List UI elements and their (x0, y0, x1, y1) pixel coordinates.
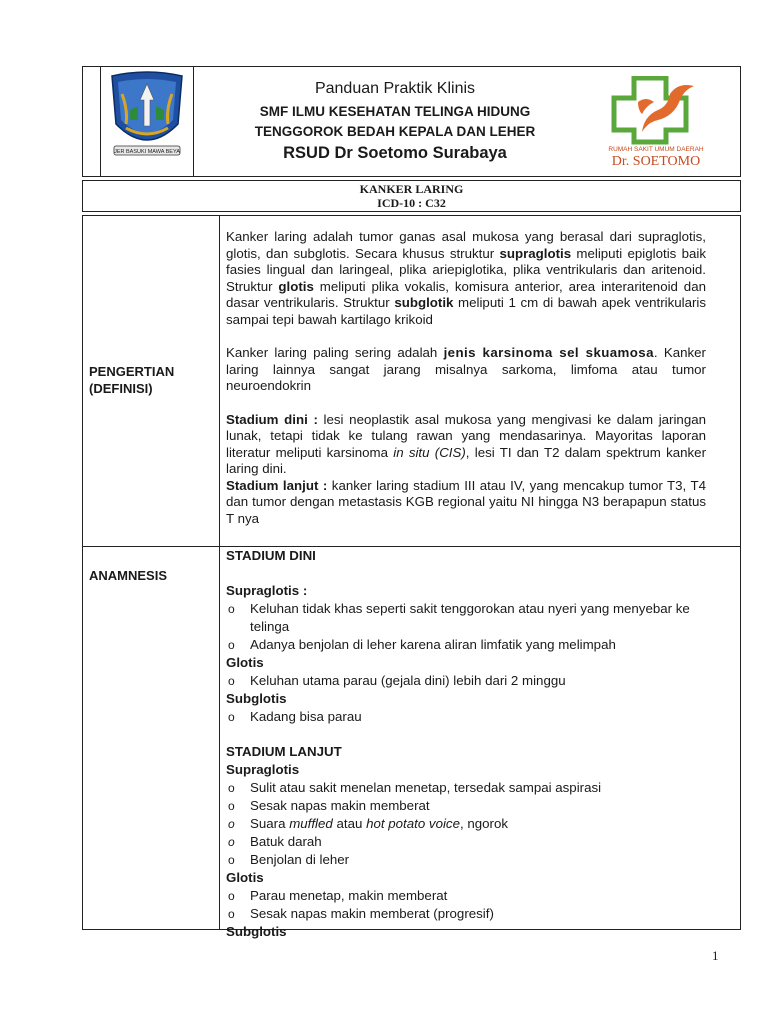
department-line-2: TENGGOROK BEDAH KEPALA DAN LEHER (254, 124, 536, 139)
stadium-lanjut-heading: STADIUM LANJUT (226, 744, 342, 759)
logo-name: Dr. SOETOMO (611, 154, 701, 168)
pengertian-label (89, 363, 174, 397)
pengertian-label-line-2: (DEFINISI) (89, 381, 153, 396)
list-item: o Batuk darah (228, 834, 322, 849)
hospital-name: RSUD Dr Soetomo Surabaya (283, 144, 507, 162)
dini-glotis-list (226, 672, 726, 690)
rsud-dr-soetomo-logo (608, 76, 704, 168)
pengertian-label-line-1: PENGERTIAN (89, 364, 175, 379)
list-item: o Suara muffled atau hot potato voice, ngorok (228, 816, 509, 831)
lanjut-glotis-heading: Glotis (226, 870, 264, 885)
stadium-dini-heading: STADIUM DINI (226, 548, 316, 563)
document-series-title: Panduan Praktik Klinis (314, 80, 476, 97)
emblem-motto: JER BASUKI MAWA BEYA (114, 149, 180, 155)
list-item: o Keluhan utama parau (gejala dini) lebih dari 2 minggu (228, 673, 566, 688)
anamnesis-content (226, 547, 726, 941)
disease-title: KANKER LARING (359, 182, 464, 196)
dini-supraglotis-list (226, 600, 726, 654)
anamnesis-label: ANAMNESIS (89, 568, 168, 583)
dini-supraglotis-heading: Supraglotis : (226, 583, 308, 598)
dini-subglotis-list (226, 708, 726, 726)
definition-paragraph-1: Kanker laring adalah tumor ganas asal mukosa yang berasal dari supraglotis, glotis, dan subglotis. Secara khusus struktur supraglotis meliputi epiglotis baik fasies lingual dan laringeal, plika ariepiglotika, plika ventrikularis dan aritenoid. Struktur glotis meliputi plika vokalis, komisura anterior, area interaritenoid dan dasar ventrikularis. Struktur subglotik meliputi 1 cm di bawah apek ventrikularis sampai tepi bawah kartilago krikoid (226, 229, 706, 327)
header-text (200, 80, 590, 163)
lanjut-supraglotis-heading: Supraglotis (226, 762, 300, 777)
east-java-emblem-logo (104, 70, 190, 160)
dini-glotis-heading: Glotis (226, 655, 264, 670)
department-line-1: SMF ILMU KESEHATAN TELINGA HIDUNG (259, 104, 531, 119)
list-item: o Kadang bisa parau (228, 709, 362, 724)
list-item: o Adanya benjolan di leher karena aliran limfatik yang melimpah (228, 637, 616, 652)
pengertian-content (226, 229, 706, 527)
lanjut-supraglotis-list (226, 779, 726, 869)
list-item: o Sesak napas makin memberat (progresif) (228, 906, 494, 921)
page-number: 1 (712, 948, 719, 963)
dini-subglotis-heading: Subglotis (226, 691, 287, 706)
list-item: o Keluhan tidak khas seperti sakit tenggorokan atau nyeri yang menyebar ke telinga (228, 601, 690, 634)
definition-paragraph-2: Kanker laring paling sering adalah jenis karsinoma sel skuamosa. Kanker laring lainnya sangat jarang misalnya sarkoma, limfoma atau tumor neuroendokrin (226, 345, 706, 393)
list-item: o Parau menetap, makin memberat (228, 888, 448, 903)
lanjut-subglotis-heading: Subglotis (226, 924, 287, 939)
lanjut-glotis-list (226, 887, 726, 923)
logo-caption: RUMAH SAKIT UMUM DAERAH (608, 146, 704, 153)
definition-paragraph-4: Stadium lanjut : kanker laring stadium III atau IV, yang mencakup tumor T3, T4 dan tumor dengan metastasis KGB regional yaitu NI hingga N3 berapapun status T nya (226, 477, 707, 526)
list-item: o Benjolan di leher (228, 852, 350, 867)
column-divider (219, 215, 220, 930)
icd-code: ICD-10 : C32 (377, 196, 446, 210)
list-item: o Sulit atau sakit menelan menetap, tersedak sampai aspirasi (228, 780, 602, 795)
document-title-box (82, 180, 741, 212)
definition-paragraph-3: Stadium dini : lesi neoplastik asal mukosa yang mengivasi ke dalam jaringan lunak, tetapi tidak ke tulang rawan yang mendasarinya. Mayoritas laporan literatur meliputi karsinoma in situ (CIS), lesi TI dan T2 dalam spektrum kanker laring dini. (226, 411, 707, 476)
list-item: o Sesak napas makin memberat (228, 798, 430, 813)
